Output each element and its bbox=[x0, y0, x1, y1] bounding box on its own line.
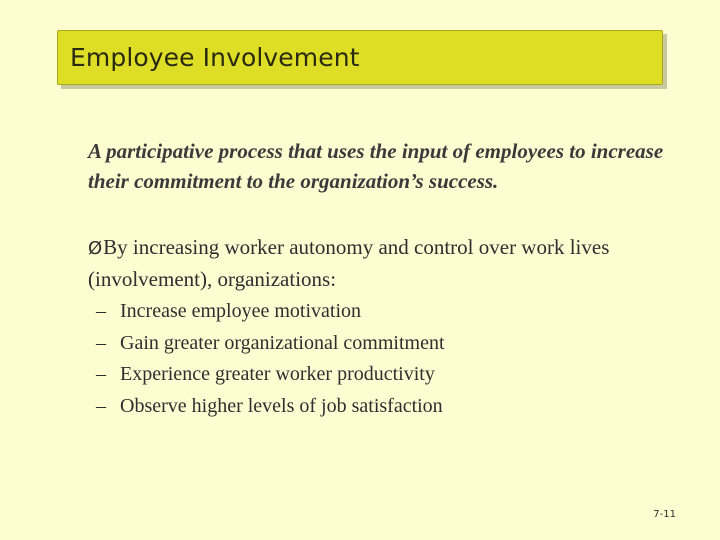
sub-bullet-text: Experience greater worker productivity bbox=[120, 363, 435, 385]
slide-title: Employee Involvement bbox=[70, 43, 360, 72]
title-box bbox=[57, 30, 663, 85]
sub-bullet-item bbox=[96, 391, 445, 423]
main-bullet-text: By increasing worker autonomy and control over work lives (involvement), organizations: bbox=[88, 235, 610, 291]
dash-bullet-icon: – bbox=[96, 331, 106, 354]
sub-bullet-text: Gain greater organizational commitment bbox=[120, 331, 445, 354]
sub-bullet-item bbox=[96, 296, 445, 328]
sub-bullet-text: Observe higher levels of job satisfaction bbox=[120, 394, 443, 417]
sub-bullet-item bbox=[96, 328, 445, 360]
definition-text: A participative process that uses the input of employees to increase their commitment to the organization’s success. bbox=[88, 139, 664, 193]
sub-bullet-text: Increase employee motivation bbox=[120, 300, 362, 322]
sub-bullet-list bbox=[96, 296, 445, 422]
main-bullet bbox=[88, 232, 688, 294]
dash-bullet-icon: – bbox=[96, 394, 106, 417]
dash-bullet-icon: – bbox=[96, 363, 106, 385]
dash-bullet-icon: – bbox=[96, 300, 106, 322]
page-number: 7-11 bbox=[653, 509, 676, 520]
arrow-bullet-icon: Ø bbox=[88, 238, 103, 259]
sub-bullet-item bbox=[96, 359, 445, 391]
